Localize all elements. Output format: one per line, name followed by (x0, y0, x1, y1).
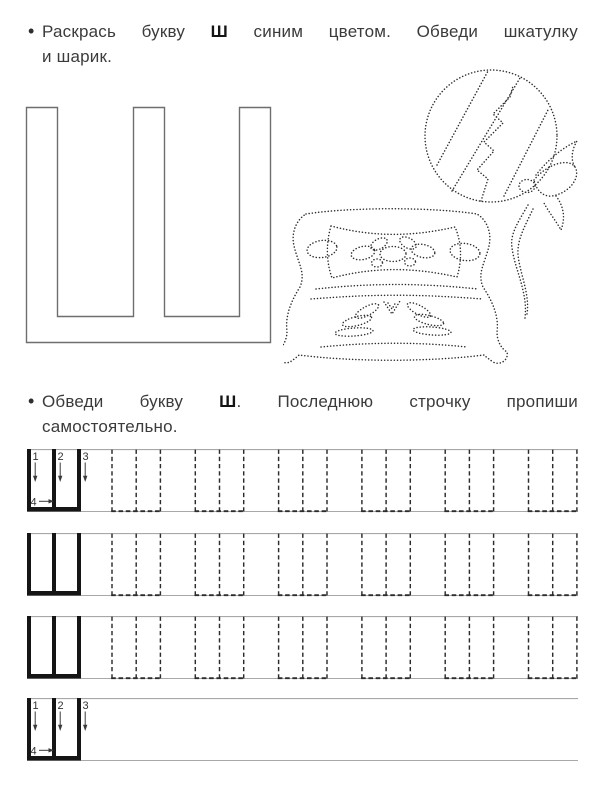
box-band-line (311, 295, 483, 299)
instruction-text: . Последнюю строчку пропиши (236, 392, 578, 411)
lid-flower-petal (369, 235, 390, 252)
bullet-icon: • (28, 391, 35, 411)
stroke-label-1: 1 (32, 451, 39, 463)
trace-letter-sh[interactable] (195, 450, 245, 512)
letter-stroke (52, 449, 56, 512)
letter-stroke (52, 616, 56, 679)
instruction-2-line-1 (42, 389, 578, 414)
tracing-pictures (283, 55, 603, 385)
stroke-down-arrow (58, 476, 62, 482)
lid-flower-petal (405, 258, 416, 266)
palmette-leaf (353, 301, 380, 321)
palmette-leaf (413, 326, 451, 337)
letter-stroke (27, 533, 31, 596)
stroke-label-2: 2 (57, 451, 64, 463)
balloon-stripe (437, 71, 488, 165)
box-lid-panel (327, 226, 460, 278)
instruction-2-line-2: самостоятельно. (42, 417, 178, 436)
bow-ribbon-lower (544, 196, 563, 230)
instruction-2 (27, 389, 578, 439)
trace-letter-sh[interactable] (111, 534, 161, 596)
letter-stroke (77, 533, 81, 596)
letter-sh-outline-path (27, 108, 271, 343)
trace-letter-sh[interactable] (111, 450, 161, 512)
lid-flower-petal (410, 242, 436, 260)
trace-letter-sh[interactable] (444, 534, 494, 596)
bullet-icon: • (28, 21, 35, 41)
instruction-2-text (42, 389, 578, 439)
target-letter-sh: Ш (210, 22, 228, 41)
box-side-medallion (449, 241, 481, 262)
balloon-stripe (452, 78, 520, 191)
jewelry-box-drawing[interactable] (283, 209, 507, 364)
letter-sh-coloring-outline (20, 101, 278, 349)
palmette-center (388, 302, 396, 309)
trace-letter-sh[interactable] (195, 617, 245, 679)
lead-letter-sh (27, 616, 81, 679)
letter-stroke (52, 533, 56, 596)
stroke-label-3: 3 (82, 700, 89, 712)
trace-letter-sh[interactable] (444, 617, 494, 679)
balloon-drawing[interactable] (425, 70, 577, 318)
trace-letter-sh[interactable] (278, 617, 328, 679)
stroke-down-arrow (33, 476, 37, 482)
letter-stroke (77, 449, 81, 512)
trace-letter-sh[interactable] (278, 450, 328, 512)
trace-letter-sh[interactable] (528, 617, 578, 679)
instruction-text: Раскрась букву (42, 22, 211, 41)
stroke-label-1: 1 (32, 700, 39, 712)
balloon-outline (425, 70, 557, 202)
palmette-leaf (405, 300, 432, 320)
box-bottom-line (321, 343, 467, 347)
instruction-1-line-2: и шарик. (42, 47, 113, 66)
letter-stroke (77, 616, 81, 679)
trace-letter-sh[interactable] (195, 534, 245, 596)
trace-letter-sh[interactable] (361, 450, 411, 512)
trace-letter-sh[interactable] (361, 534, 411, 596)
lid-flower-petal (372, 259, 383, 267)
instruction-1-line-1 (42, 19, 578, 44)
trace-letter-sh[interactable] (444, 450, 494, 512)
lid-flower-petal (380, 247, 406, 262)
box-body-outline (283, 209, 507, 364)
box-band-line (316, 285, 478, 290)
stroke-label-4: 4 (30, 496, 37, 509)
trace-letter-sh[interactable] (361, 617, 411, 679)
practice-row-3[interactable] (27, 616, 578, 680)
palmette-leaf (341, 313, 372, 329)
practice-row-1[interactable] (27, 449, 578, 513)
stroke-down-arrow (33, 725, 37, 731)
lid-flower-petal (350, 244, 376, 262)
letter-stroke (27, 674, 81, 679)
balloon-string (518, 209, 533, 314)
bow-knot (519, 180, 535, 193)
letter-stroke (77, 698, 81, 761)
instruction-text: Обведи букву (42, 392, 220, 411)
practice-row-2[interactable] (27, 533, 578, 597)
trace-letter-sh[interactable] (528, 450, 578, 512)
trace-letter-sh[interactable] (278, 534, 328, 596)
stroke-label-3: 3 (82, 451, 89, 463)
box-side-medallion (306, 238, 338, 259)
trace-letter-sh[interactable] (111, 617, 161, 679)
lead-letter-sh (27, 533, 81, 596)
practice-row-4[interactable] (27, 698, 578, 762)
balloon-stripe (504, 108, 549, 196)
trace-letter-sh[interactable] (528, 534, 578, 596)
palmette-leaf (335, 327, 373, 338)
balloon-zigzag-stripe (477, 86, 513, 201)
stroke-down-arrow (58, 725, 62, 731)
palmette-center (384, 301, 400, 314)
instruction-text: синим цветом. Обведи шкатулку (227, 22, 578, 41)
letter-stroke (52, 698, 56, 761)
stroke-down-arrow (83, 725, 87, 731)
stroke-label-4: 4 (30, 745, 37, 758)
stroke-down-arrow (83, 476, 87, 482)
stroke-label-2: 2 (57, 700, 64, 712)
letter-stroke (27, 616, 31, 679)
target-letter-sh: Ш (219, 392, 237, 411)
lid-flower-petal (398, 234, 419, 251)
balloon-string (512, 205, 528, 318)
lead-letter-sh (27, 698, 89, 761)
lead-letter-sh (27, 449, 89, 512)
letter-stroke (27, 591, 81, 596)
